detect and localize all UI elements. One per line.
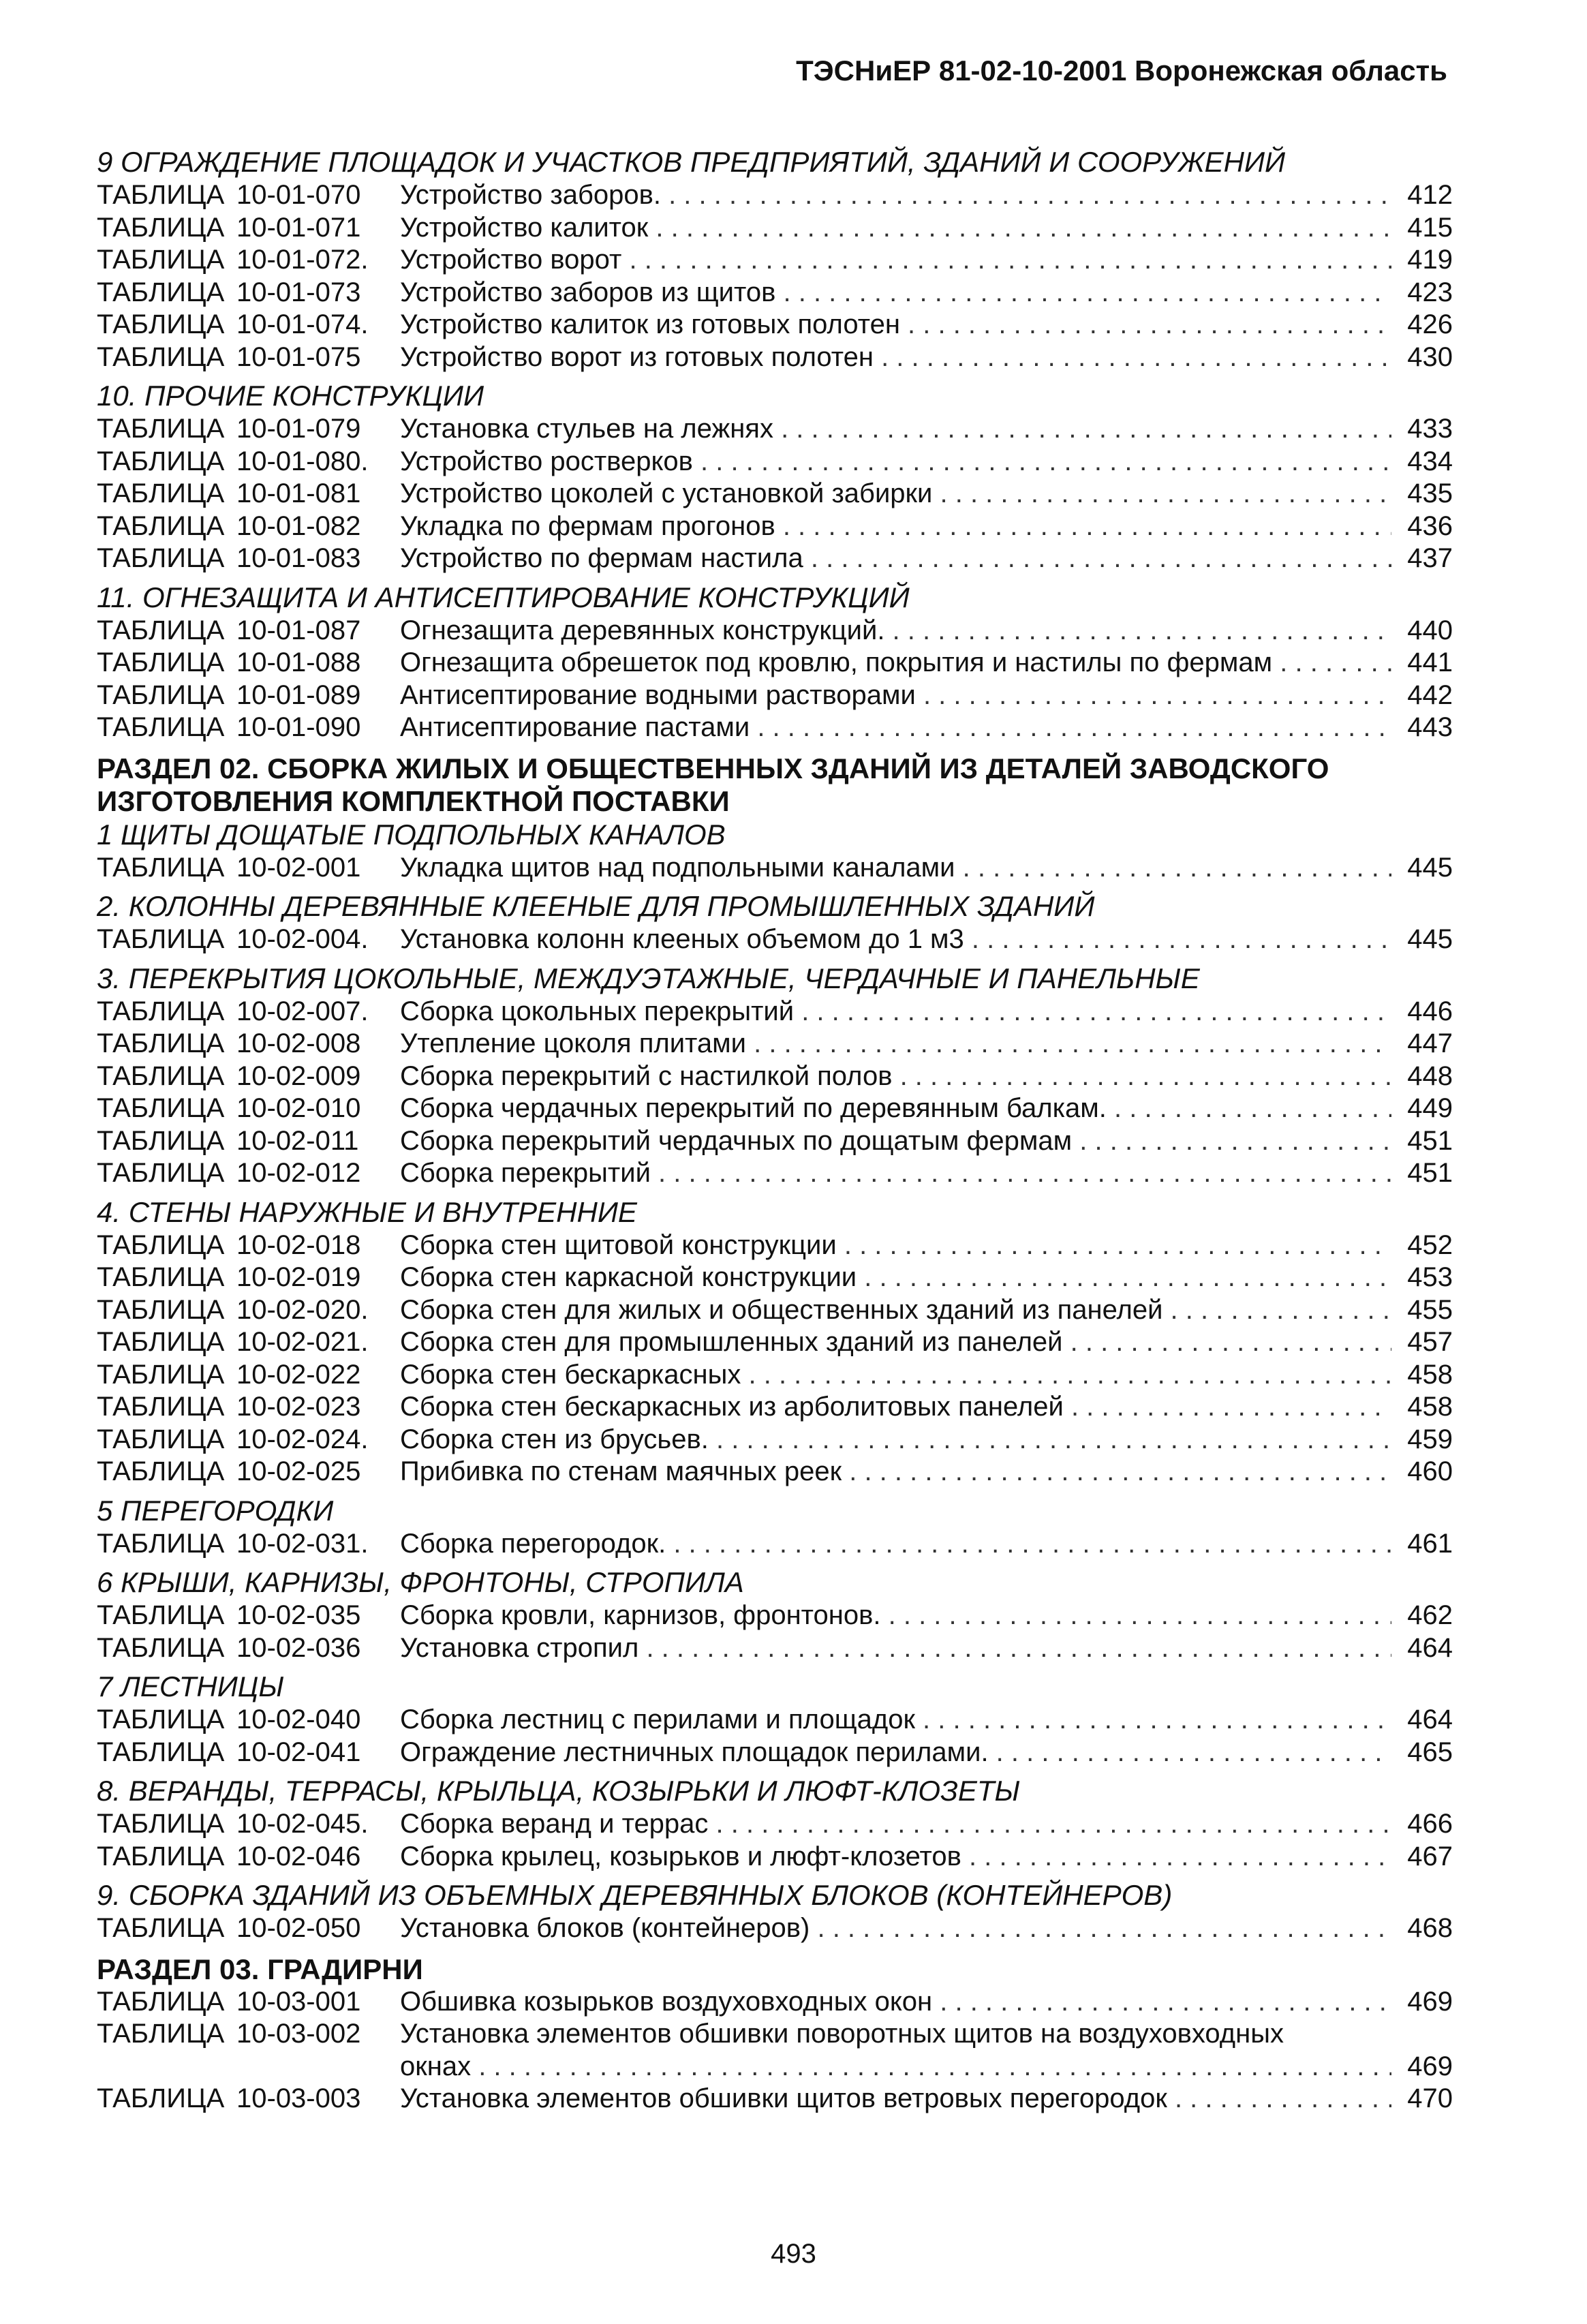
table-number: 10-02-024.	[236, 1424, 369, 1454]
table-number: 10-01-088	[236, 647, 361, 677]
toc-row	[97, 1456, 1453, 1488]
page-number: 430	[1407, 341, 1453, 372]
page-number: 458	[1407, 1392, 1453, 1422]
section-title: 9. СБОРКА ЗДАНИЙ ИЗ ОБЪЕМНЫХ ДЕРЕВЯННЫХ БЛОКОВ (КОНТЕЙНЕРОВ)	[97, 1879, 1173, 1911]
table-label: ТАБЛИЦА	[97, 446, 225, 476]
table-number: 10-03-001	[236, 1986, 361, 2017]
table-number: 10-02-008	[236, 1028, 361, 1058]
table-label: ТАБЛИЦА	[97, 1913, 225, 1943]
table-label: ТАБЛИЦА	[97, 1327, 225, 1357]
table-label: ТАБЛИЦА	[97, 1028, 225, 1058]
table-number: 10-01-090	[236, 712, 361, 742]
toc-row	[97, 1600, 1453, 1632]
table-label: ТАБЛИЦА	[97, 615, 225, 645]
table-description: Огнезащита обрешеток под кровлю, покрытия и настилы по фермам . . .	[400, 647, 1391, 679]
table-label: ТАБЛИЦА	[97, 245, 225, 275]
table-description: Антисептирование пастами . . .	[400, 712, 1391, 744]
section-title: 7 ЛЕСТНИЦЫ	[97, 1670, 284, 1702]
table-label: ТАБЛИЦА	[97, 1704, 225, 1734]
table-number: 10-01-080.	[236, 446, 369, 476]
page-number: 436	[1407, 510, 1453, 541]
page-number: 443	[1407, 712, 1453, 742]
part-title-line: РАЗДЕЛ 02. СБОРКА ЖИЛЫХ И ОБЩЕСТВЕННЫХ ЗДАНИЙ ИЗ ДЕТАЛЕЙ ЗАВОДСКОГО	[97, 752, 1329, 784]
table-description: Установка колонн клееных объемом до 1 м3 . . .	[400, 923, 1391, 956]
table-description: Сборка крылец, козырьков и люфт-клозетов . . .	[400, 1841, 1391, 1874]
toc-row	[97, 277, 1453, 309]
table-description: Сборка перекрытий с настилкой полов . . .	[400, 1060, 1391, 1093]
page-number: 469	[1407, 1986, 1453, 2017]
page-number: 462	[1407, 1600, 1453, 1630]
toc-row	[97, 1986, 1453, 2019]
table-label: ТАБЛИЦА	[97, 1392, 225, 1422]
table-label: ТАБЛИЦА	[97, 924, 225, 954]
page-number: 451	[1407, 1158, 1453, 1188]
part-title	[97, 752, 1453, 818]
table-label: ТАБЛИЦА	[97, 1809, 225, 1839]
table-number: 10-01-082	[236, 510, 361, 541]
table-description: Устройство калиток . . .	[400, 212, 1391, 245]
toc-row	[97, 510, 1453, 543]
toc-row	[97, 478, 1453, 510]
section-title: 8. ВЕРАНДЫ, ТЕРРАСЫ, КРЫЛЬЦА, КОЗЫРЬКИ И ЛЮФТ-КЛОЗЕТЫ	[97, 1775, 1020, 1807]
page-number: 467	[1407, 1841, 1453, 1871]
section-title: 1 ЩИТЫ ДОЩАТЫЕ ПОДПОЛЬНЫХ КАНАЛОВ	[97, 818, 726, 851]
toc-row	[97, 1737, 1453, 1769]
toc-row	[97, 679, 1453, 712]
table-of-contents	[97, 140, 1453, 2115]
table-number: 10-02-031.	[236, 1528, 369, 1559]
toc-row	[97, 1028, 1453, 1060]
table-number: 10-02-041	[236, 1737, 361, 1767]
table-number: 10-01-083	[236, 543, 361, 573]
section-title: 11. ОГНЕЗАЩИТА И АНТИСЕПТИРОВАНИЕ КОНСТРУКЦИЙ	[97, 581, 910, 613]
toc-row	[97, 2018, 1453, 2083]
page-number: 465	[1407, 1737, 1453, 1767]
table-description: Сборка стен бескаркасных из арболитовых панелей . . .	[400, 1391, 1391, 1424]
table-number: 10-02-011	[236, 1125, 359, 1156]
page-number: 457	[1407, 1327, 1453, 1357]
table-description: Сборка стен для жилых и общественных зданий из панелей . . .	[400, 1294, 1391, 1327]
table-description: Установка элементов обшивки щитов ветровых перегородок . . .	[400, 2083, 1391, 2115]
page-number: 460	[1407, 1456, 1453, 1486]
table-label: ТАБЛИЦА	[97, 647, 225, 677]
toc-row	[97, 1912, 1453, 1945]
page-number: 452	[1407, 1229, 1453, 1260]
toc-row	[97, 1391, 1453, 1424]
table-number: 10-02-050	[236, 1913, 361, 1943]
table-label: ТАБЛИЦА	[97, 543, 225, 573]
page-number: 437	[1407, 543, 1453, 573]
table-label: ТАБЛИЦА	[97, 1359, 225, 1390]
table-description: Сборка стен из брусьев. . . .	[400, 1424, 1391, 1456]
toc-row	[97, 1704, 1453, 1737]
table-description: Установка стульев на лежнях . . .	[400, 413, 1391, 446]
table-label: ТАБЛИЦА	[97, 1632, 225, 1663]
page-number: 449	[1407, 1093, 1453, 1123]
page-number: 448	[1407, 1060, 1453, 1091]
table-label: ТАБЛИЦА	[97, 277, 225, 307]
table-number: 10-02-022	[236, 1359, 361, 1390]
table-label: ТАБЛИЦА	[97, 2019, 225, 2049]
toc-row	[97, 179, 1453, 212]
page-number: 419	[1407, 245, 1453, 275]
table-label: ТАБЛИЦА	[97, 1737, 225, 1767]
page-number: 441	[1407, 647, 1453, 677]
toc-row	[97, 212, 1453, 245]
table-description: Установка стропил . . .	[400, 1632, 1391, 1665]
table-description: Устройство цоколей с установкой забирки . . .	[400, 478, 1391, 510]
table-number: 10-01-071	[236, 212, 361, 243]
table-label: ТАБЛИЦА	[97, 309, 225, 339]
table-label: ТАБЛИЦА	[97, 212, 225, 243]
page-number: 461	[1407, 1528, 1453, 1559]
page-number: 426	[1407, 309, 1453, 339]
table-description	[400, 2018, 1391, 2083]
page-number: 451	[1407, 1125, 1453, 1156]
table-number: 10-01-072.	[236, 245, 369, 275]
table-label: ТАБЛИЦА	[97, 341, 225, 372]
table-number: 10-01-074.	[236, 309, 369, 339]
table-description: Утепление цоколя плитами . . .	[400, 1028, 1391, 1060]
table-label: ТАБЛИЦА	[97, 510, 225, 541]
page-number: 435	[1407, 478, 1453, 508]
toc-row	[97, 1326, 1453, 1359]
toc-row	[97, 1229, 1453, 1262]
table-number: 10-01-089	[236, 679, 361, 710]
toc-row	[97, 1294, 1453, 1327]
toc-row	[97, 1808, 1453, 1841]
table-label: ТАБЛИЦА	[97, 1060, 225, 1091]
toc-row	[97, 309, 1453, 341]
table-label: ТАБЛИЦА	[97, 996, 225, 1026]
toc-row	[97, 341, 1453, 374]
table-number: 10-02-010	[236, 1093, 361, 1123]
toc-row	[97, 1262, 1453, 1294]
table-label: ТАБЛИЦА	[97, 1528, 225, 1559]
toc-row	[97, 1092, 1453, 1125]
table-number: 10-02-012	[236, 1158, 361, 1188]
table-description-line: окнах . . .	[400, 2051, 1391, 2083]
table-description: Сборка цокольных перекрытий . . .	[400, 996, 1391, 1028]
table-number: 10-02-025	[236, 1456, 361, 1486]
table-description: Установка блоков (контейнеров) . . .	[400, 1912, 1391, 1945]
table-description: Устройство по фермам настила . . .	[400, 542, 1391, 575]
page-number: 468	[1407, 1913, 1453, 1943]
table-label: ТАБЛИЦА	[97, 1294, 225, 1325]
table-number: 10-02-009	[236, 1060, 361, 1091]
toc-row	[97, 244, 1453, 277]
table-number: 10-02-021.	[236, 1327, 369, 1357]
table-description: Устройство ростверков . . .	[400, 446, 1391, 478]
toc-row	[97, 446, 1453, 478]
table-number: 10-03-002	[236, 2019, 361, 2049]
table-number: 10-02-020.	[236, 1294, 369, 1325]
table-description: Устройство заборов. . . .	[400, 179, 1391, 212]
table-number: 10-02-007.	[236, 996, 369, 1026]
table-description: Устройство заборов из щитов . . .	[400, 277, 1391, 309]
table-description: Сборка перекрытий чердачных по дощатым фермам . . .	[400, 1125, 1391, 1158]
page-number: 470	[1407, 2083, 1453, 2113]
section-title: 2. КОЛОННЫ ДЕРЕВЯННЫЕ КЛЕЕНЫЕ ДЛЯ ПРОМЫШЛЕННЫХ ЗДАНИЙ	[97, 890, 1095, 922]
toc-row	[97, 413, 1453, 446]
toc-row	[97, 542, 1453, 575]
table-label: ТАБЛИЦА	[97, 180, 225, 210]
page-footer-number: 493	[771, 2239, 816, 2269]
page-number: 447	[1407, 1028, 1453, 1058]
toc-row	[97, 1157, 1453, 1190]
table-description: Обшивка козырьков воздуховходных окон . . .	[400, 1986, 1391, 2019]
toc-row	[97, 1632, 1453, 1665]
table-description: Огнезащита деревянных конструкций. . . .	[400, 615, 1391, 647]
document-header: ТЭСНиЕР 81-02-10-2001 Воронежская область	[796, 55, 1447, 87]
page-number: 469	[1407, 2051, 1453, 2081]
table-number: 10-02-035	[236, 1600, 361, 1630]
table-number: 10-02-036	[236, 1632, 361, 1663]
table-description: Сборка веранд и террас . . .	[400, 1808, 1391, 1841]
table-number: 10-02-046	[236, 1841, 361, 1871]
table-label: ТАБЛИЦА	[97, 1986, 225, 2017]
table-label: ТАБЛИЦА	[97, 1093, 225, 1123]
page-number: 458	[1407, 1359, 1453, 1390]
table-label: ТАБЛИЦА	[97, 1125, 225, 1156]
table-description: Сборка стен каркасной конструкции . . .	[400, 1262, 1391, 1294]
table-description: Укладка щитов над подпольными каналами . . .	[400, 852, 1391, 885]
table-description: Сборка стен щитовой конструкции . . .	[400, 1229, 1391, 1262]
page-number: 464	[1407, 1632, 1453, 1663]
table-label: ТАБЛИЦА	[97, 1158, 225, 1188]
part-title-line: ИЗГОТОВЛЕНИЯ КОМПЛЕКТНОЙ ПОСТАВКИ	[97, 784, 730, 817]
toc-row	[97, 712, 1453, 744]
table-number: 10-01-079	[236, 414, 361, 444]
table-description: Сборка перекрытий . . .	[400, 1157, 1391, 1190]
toc-row	[97, 1359, 1453, 1392]
toc-row	[97, 923, 1453, 956]
section-title: 10. ПРОЧИЕ КОНСТРУКЦИИ	[97, 380, 484, 412]
page-number: 446	[1407, 996, 1453, 1026]
table-label: ТАБЛИЦА	[97, 1841, 225, 1871]
table-description: Устройство ворот . . .	[400, 244, 1391, 277]
table-number: 10-01-073	[236, 277, 361, 307]
page-number: 459	[1407, 1424, 1453, 1454]
table-description: Устройство ворот из готовых полотен . . .	[400, 341, 1391, 374]
section-title: 9 ОГРАЖДЕНИЕ ПЛОЩАДОК И УЧАСТКОВ ПРЕДПРИЯТИЙ, ЗДАНИЙ И СООРУЖЕНИЙ	[97, 146, 1286, 178]
page-number: 423	[1407, 277, 1453, 307]
table-description: Сборка стен бескаркасных . . .	[400, 1359, 1391, 1392]
toc-row	[97, 996, 1453, 1028]
table-number: 10-02-018	[236, 1229, 361, 1260]
section-title: 3. ПЕРЕКРЫТИЯ ЦОКОЛЬНЫЕ, МЕЖДУЭТАЖНЫЕ, ЧЕРДАЧНЫЕ И ПАНЕЛЬНЫЕ	[97, 962, 1200, 994]
table-description: Сборка перегородок. . . .	[400, 1528, 1391, 1561]
toc-row	[97, 2083, 1453, 2115]
table-description: Сборка стен для промышленных зданий из панелей . . .	[400, 1326, 1391, 1359]
table-label: ТАБЛИЦА	[97, 1229, 225, 1260]
table-number: 10-01-081	[236, 478, 361, 508]
table-label: ТАБЛИЦА	[97, 712, 225, 742]
table-description-line: Установка элементов обшивки поворотных щитов на воздуховходных	[400, 2019, 1284, 2049]
toc-row	[97, 1060, 1453, 1093]
page-number: 466	[1407, 1809, 1453, 1839]
table-label: ТАБЛИЦА	[97, 1456, 225, 1486]
table-label: ТАБЛИЦА	[97, 414, 225, 444]
page-number: 433	[1407, 414, 1453, 444]
section-title: 5 ПЕРЕГОРОДКИ	[97, 1494, 334, 1527]
table-label: ТАБЛИЦА	[97, 679, 225, 710]
table-description: Ограждение лестничных площадок перилами. . . .	[400, 1737, 1391, 1769]
table-number: 10-02-001	[236, 852, 361, 883]
table-description: Сборка кровли, карнизов, фронтонов. . . .	[400, 1600, 1391, 1632]
table-label: ТАБЛИЦА	[97, 478, 225, 508]
page-number: 464	[1407, 1704, 1453, 1734]
page-number: 434	[1407, 446, 1453, 476]
table-label: ТАБЛИЦА	[97, 1600, 225, 1630]
page-number: 455	[1407, 1294, 1453, 1325]
table-number: 10-01-087	[236, 615, 361, 645]
toc-row	[97, 1841, 1453, 1874]
part-title: РАЗДЕЛ 03. ГРАДИРНИ	[97, 1953, 423, 1985]
table-description: Устройство калиток из готовых полотен . . .	[400, 309, 1391, 341]
table-number: 10-02-040	[236, 1704, 361, 1734]
table-number: 10-02-045.	[236, 1809, 369, 1839]
page-number: 412	[1407, 180, 1453, 210]
table-number: 10-03-003	[236, 2083, 361, 2113]
table-number: 10-01-075	[236, 341, 361, 372]
toc-row	[97, 1424, 1453, 1456]
table-label: ТАБЛИЦА	[97, 1424, 225, 1454]
toc-row	[97, 1528, 1453, 1561]
table-label: ТАБЛИЦА	[97, 1262, 225, 1292]
table-number: 10-02-023	[236, 1392, 361, 1422]
table-description: Сборка лестниц с перилами и площадок . . .	[400, 1704, 1391, 1737]
section-title: 6 КРЫШИ, КАРНИЗЫ, ФРОНТОНЫ, СТРОПИЛА	[97, 1566, 744, 1598]
toc-row	[97, 615, 1453, 647]
page-number: 415	[1407, 212, 1453, 243]
table-description: Антисептирование водными растворами . . .	[400, 679, 1391, 712]
page-number: 453	[1407, 1262, 1453, 1292]
page-number: 445	[1407, 924, 1453, 954]
table-description: Прибивка по стенам маячных реек . . .	[400, 1456, 1391, 1488]
toc-row	[97, 647, 1453, 679]
page-number: 440	[1407, 615, 1453, 645]
table-number: 10-01-070	[236, 180, 361, 210]
section-title: 4. СТЕНЫ НАРУЖНЫЕ И ВНУТРЕННИЕ	[97, 1195, 637, 1228]
table-description: Сборка чердачных перекрытий по деревянным балкам. . . .	[400, 1092, 1391, 1125]
toc-row	[97, 1125, 1453, 1158]
table-number: 10-02-004.	[236, 924, 369, 954]
page-number: 442	[1407, 679, 1453, 710]
page-number: 445	[1407, 852, 1453, 883]
table-label: ТАБЛИЦА	[97, 852, 225, 883]
table-number: 10-02-019	[236, 1262, 361, 1292]
table-label: ТАБЛИЦА	[97, 2083, 225, 2113]
toc-row	[97, 852, 1453, 885]
table-description: Укладка по фермам прогонов . . .	[400, 510, 1391, 543]
